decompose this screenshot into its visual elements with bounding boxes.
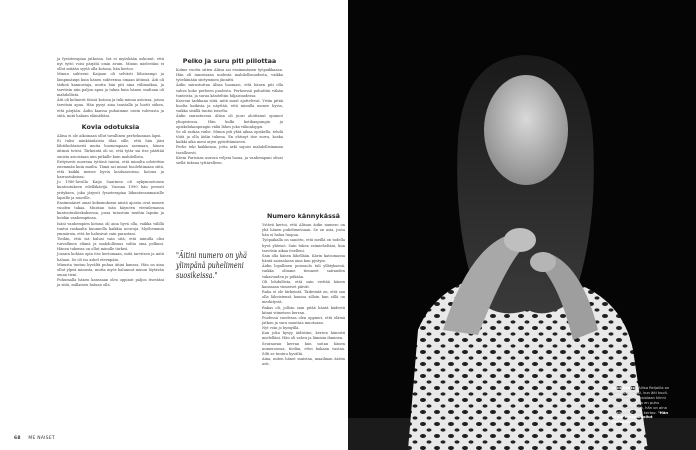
magazine-name: ME NAISET: [28, 436, 55, 441]
paragraph: Sain olla hänen lähellään. Kävin katsomassa häntä sairaalassa aina kun pystyin.: [262, 253, 345, 264]
paragraph: Aina, miten hänet muistaa, maailman ääriin asti.: [262, 357, 345, 367]
paragraph: Minusta tuntuu hyvältä puhua äitini kanssa. Hän on aina ollut ylpeä minusta, mutta myös halunnut minun löytävän oman tieni.: [57, 262, 164, 278]
section-heading: Kovia odotuksia: [81, 122, 140, 131]
text-column-right: [262, 212, 345, 367]
paragraph: Ensimmäiset omat kokemukseni niistä ajoista ovat monen vuoden takaa. Muistan isän käyneen vierailemassa kuntoutuskeskuksessa, jossa tutustuin muihin lapsiin ja heidän vanhempiinsa.: [57, 200, 164, 221]
caption-text: Aliisa Reijoilla on ollut kova vuosi, kun äiti kuoli. Aliisa ottaa hiuksistaan kiinni kuvassa. "Vaikka en puhu äidistä päivittäin, hän on aina mielessäni", hän kertoo.: [612, 386, 670, 415]
paragraph: Kävin Parisissa asuvan veljeni luona, ja vanhempani olivat siellä tukena tyttärelleen.: [176, 155, 283, 165]
paragraph: Oli lohdullista, että sain viettää hänen kanssaan viimeiset päivät.: [262, 279, 345, 289]
paragraph: Äidin lopullinen poissaolo tuli yllätyksenä, vaikka olimme tienneet sairauden vakavuuden jo pitkään.: [262, 264, 345, 279]
paragraph: Kun joku kysyy äidistäni, kerron hänestä mielelläni. Hän oli vahva ja lämmin ihminen.: [262, 331, 345, 341]
paragraph: Rakas oli, jolloin sain pitää häntä kädestä kiinni viimeisen kerran.: [262, 305, 345, 315]
paragraph: Minun suhteeni Kaijaan oli selvästi läheisempi ja lämpimämpi kuin hänen suhteensa omaan äitiinsä. Äiti oli tärkeä kannustaja, mutta hän piti aina välimatkaa, ja tarvitsin niin paljon apua ja tukea kuin hänen osaltaan oli mahdollista.: [57, 72, 164, 98]
paragraph: Nyt voin jo hymyillä.: [262, 326, 300, 331]
page-number: 68: [14, 436, 21, 441]
pull-quote: "Äitini numero on yhä ylimpänä puhelimeni suosikeissa.": [176, 250, 247, 280]
paragraph: Työpaikalla on sanottu, että meillä on todella hyvä yhteisö. Sain tukea esimieheltäni, kun tarvitsin aikaa itselleni.: [262, 238, 345, 253]
paragraph: Jo 1980-luvulla Kaija Saarinen oli nykymuotoisen kuntoutuksen edelläkävijä. Vuonna 1990 hän perusti yrityksen, joka järjesti fysioterapiaa liikuntavammaisille lapsille ja nuorille.: [57, 180, 164, 200]
paragraph: Kasvoin tarkkana siitä, mitä muut ajattelevat. Yritin pitää huolta kaikista ja näyttää, että minulla menee hyvin, vaikka sisällä tuntui toiselta.: [176, 98, 283, 114]
paragraph: Erityisesti nuorena tyttönä tuntui, että minulta odotettiin enemmän kuin muilta. Tämä sai minut huolehtimaan siitä, että kaikki menee hyvin kouluasioissa, kotona ja harrastuksissa.: [57, 159, 164, 180]
caption-lead: Joulukuussa: [612, 386, 638, 390]
paragraph: Äidin sairastuttua Aliisa huomasi, että hänen piti olla vahva koko perheen puolesta. Perheessä puhuttiin vähän tunteista, ja surua käsiteltiin hiljaisuudessa.: [176, 83, 283, 98]
paragraph: Kolme vuotta sitten Aliisa sai ensimmäisen työpaikkansa. Hän oli innoissaan uudesta mahdollisuudesta, vaikka työelämään siirtyminen jännitti.: [176, 68, 283, 83]
caption-quote: "Hän ei ole koskaan ollut kaukana.": [612, 410, 668, 425]
paragraph: Aliisa ei ole aikoinaan ollut tavallinen perhekunnan lapsi.: [57, 133, 162, 138]
section-heading: Numero kännykässä: [267, 212, 340, 220]
paragraph: Jossain kohtaa opin itse kertomaan, mitä tarvitsen ja mitä haluan. Se oli iso askel eteenpäin.: [57, 252, 164, 262]
paragraph: Isäni vanhempien kotona oli aina hyvä olla, vaikka välillä tuntui raskaalta kuunnella kaikkia neuvoja. Myöhemmin ymmärsin, että he halusivat vain parastani.: [57, 221, 164, 236]
paragraph: Ei tulisi minkäänlaista tilaa sille, että hän jäisi lähtökohtaisesti muita huonompaan asemaan, hänen äitinsä totesi. Tärkeintä oli se, että tytär sai itse päättää omista asioistaan niin pitkälle kuin mahdollista.: [57, 139, 164, 159]
paragraph: Seuraavan kerran kun soitan hänen numeroonsa, tiedän, ettei kukaan vastaa. Silti se tuntuu hyvältä.: [262, 341, 345, 356]
section-heading: Pelko ja suru piti piilottaa: [182, 57, 277, 65]
photo-caption: [612, 386, 672, 425]
paragraph: Äiti oli kolmesti töissä kotona ja tuki minua asioissa, joissa tarvitsin apua. Hän pysyi aina taustalla ja luotti siihen, että pärjään. Äidin kanssa puhuimme usein tulevasta ja siitä, mitä haluan elämältäni.: [57, 98, 164, 118]
portrait-illustration: [348, 0, 696, 450]
paragraph: Se oli raskas vaihe. Minun piti yhtä aikaa opiskella, tehdä töitä ja olla äidin tukena. En ehtinyt itse surra, koska kaikki aika meni arjen pyörittämiseen.: [176, 129, 283, 145]
paragraph: Raha ei ole tärkeintä. Tärkeintä on, että saa olla läheistensä kanssa silloin kun sillä on merkitystä.: [262, 290, 345, 305]
paragraph: Tiedän, että isä halusi vain sitä, että minulla olisi turvallinen elämä ja mahdollisuus valita oma polkuni. Hänen tukensa on ollut minulle tärkeä.: [57, 237, 164, 252]
paragraph: Ystävä kertoi, että Aliisan äidin numero on yhä hänen puhelimessaan. Se on asia, josta hän ei halua luopua.: [262, 223, 345, 238]
paragraph: Perhe teki kaikkensa, jotta arki sujuisi mahdollisimman tavallisesti.: [176, 145, 283, 155]
text-column-middle: [176, 57, 283, 166]
page-footer: [14, 436, 55, 441]
text-column-left: [57, 57, 164, 289]
paragraph: Puhumalla hänen kanssaan olen oppinut paljon itsestäni ja siitä, millainen haluan olla.: [57, 278, 164, 288]
paragraph: ja fysioterapiaa jatkossa. Isä ei myöskään uskonut, että nyt tyttö voisi pärjätä omin avuin. Minun mielestäni ei ollut mitään syytä olla kotona, hän kertoo.: [57, 57, 164, 72]
paragraph: Äidin sairastuessa Aliisa oli juuri aloittanut opinnot yliopistossa. Hän kulki kotikaupungin ja opiskelukaupungin väliä lähes joka viikonloppu.: [176, 114, 283, 129]
paragraph: Puolessa vuodessa olen oppinut, että elämä jatkuu ja suru muuttaa muotoaan.: [262, 315, 345, 325]
portrait-photo: [348, 0, 696, 450]
